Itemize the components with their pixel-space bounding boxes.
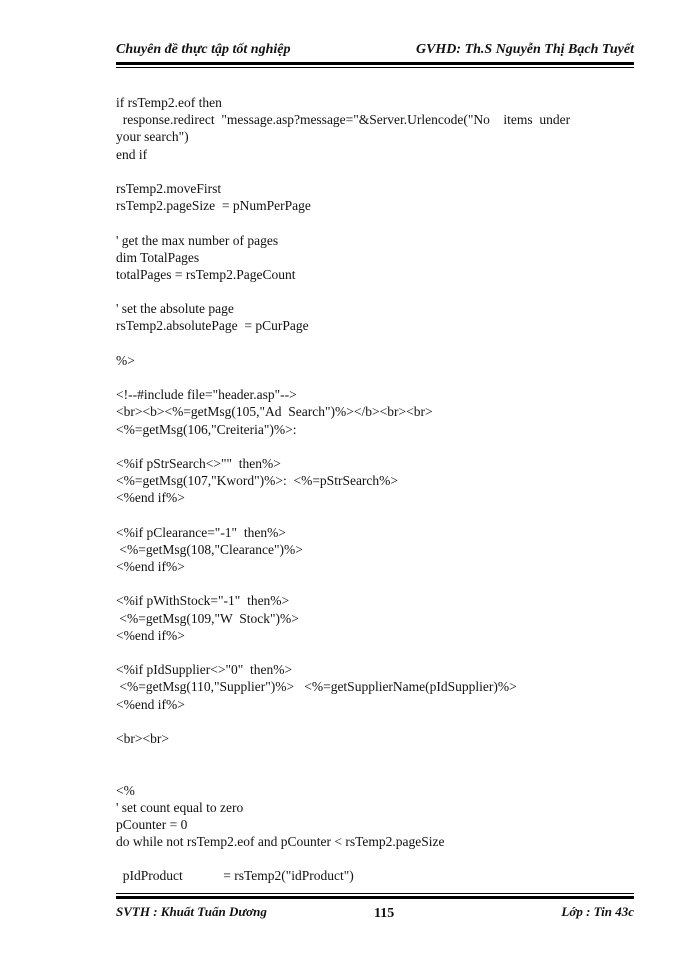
header-course-title: Chuyên đề thực tập tốt nghiệp	[116, 42, 291, 57]
footer-rule-thick	[116, 896, 634, 899]
blank-line	[116, 335, 634, 352]
code-line: do while not rsTemp2.eof and pCounter < rsTemp2.pageSize	[116, 834, 445, 850]
code-line: rsTemp2.moveFirst	[116, 180, 222, 196]
code-line: <%=getMsg(109,"W Stock")%>	[116, 610, 299, 626]
header-supervisor: GVHD: Th.S Nguyễn Thị Bạch Tuyết	[415, 42, 634, 57]
code-line: rsTemp2.pageSize = pNumPerPage	[116, 198, 311, 214]
code-line: pIdProduct = rsTemp2("idProduct")	[116, 868, 354, 884]
code-comment: ' get the max number of pages	[116, 232, 279, 248]
code-line: <%=getMsg(110,"Supplier")%> <%=getSupplierName(pIdSupplier)%>	[116, 679, 517, 695]
blank-line	[116, 713, 634, 730]
code-line: <%if pStrSearch<>"" then%>	[116, 455, 281, 471]
page-footer	[116, 904, 634, 924]
blank-line	[116, 850, 634, 867]
code-line: %>	[116, 352, 135, 368]
footer-student: SVTH : Khuất Tuấn Dương	[116, 904, 267, 919]
code-line: totalPages = rsTemp2.PageCount	[116, 266, 296, 282]
code-line: <%end if%>	[116, 559, 185, 575]
code-line: <%if pIdSupplier<>"0" then%>	[116, 662, 293, 678]
page-number: 115	[374, 906, 395, 921]
blank-line	[116, 507, 634, 524]
code-line: <%end if%>	[116, 490, 185, 506]
blank-line	[116, 644, 634, 661]
code-line: <%=getMsg(106,"Creiteria")%>:	[116, 421, 297, 437]
blank-line	[116, 764, 634, 781]
header-rule-thick	[116, 62, 634, 65]
footer-rule-thin	[116, 893, 634, 894]
code-line: response.redirect "message.asp?message="&Server.Urlencode("No items under	[116, 112, 571, 128]
code-line: <%	[116, 782, 135, 798]
code-line: <%if pWithStock="-1" then%>	[116, 593, 290, 609]
page-header	[116, 42, 634, 64]
code-line: <%if pClearance="-1" then%>	[116, 524, 286, 540]
code-comment: ' set count equal to zero	[116, 799, 244, 815]
blank-line	[116, 214, 634, 231]
code-line: <%end if%>	[116, 696, 185, 712]
code-line: rsTemp2.absolutePage = pCurPage	[116, 318, 309, 334]
code-line: pCounter = 0	[116, 816, 188, 832]
code-line: dim TotalPages	[116, 249, 200, 265]
code-line: your search")	[116, 129, 189, 145]
code-comment: ' set the absolute page	[116, 301, 234, 317]
blank-line	[116, 438, 634, 455]
code-line: <br><b><%=getMsg(105,"Ad Search")%></b><br><br>	[116, 404, 433, 420]
blank-line	[116, 575, 634, 592]
code-line: <%=getMsg(107,"Kword")%>: <%=pStrSearch%>	[116, 473, 399, 489]
code-listing	[116, 94, 634, 885]
code-line: <%end if%>	[116, 627, 185, 643]
blank-line	[116, 369, 634, 386]
blank-line	[116, 283, 634, 300]
code-line: <!--#include file="header.asp"-->	[116, 387, 297, 403]
blank-line	[116, 747, 634, 764]
header-rule-thin	[116, 67, 634, 68]
code-line: <br><br>	[116, 730, 169, 746]
footer-class: Lớp : Tin 43c	[561, 904, 634, 919]
code-line: <%=getMsg(108,"Clearance")%>	[116, 541, 303, 557]
blank-line	[116, 163, 634, 180]
code-line: end if	[116, 146, 148, 162]
code-line: if rsTemp2.eof then	[116, 95, 222, 110]
